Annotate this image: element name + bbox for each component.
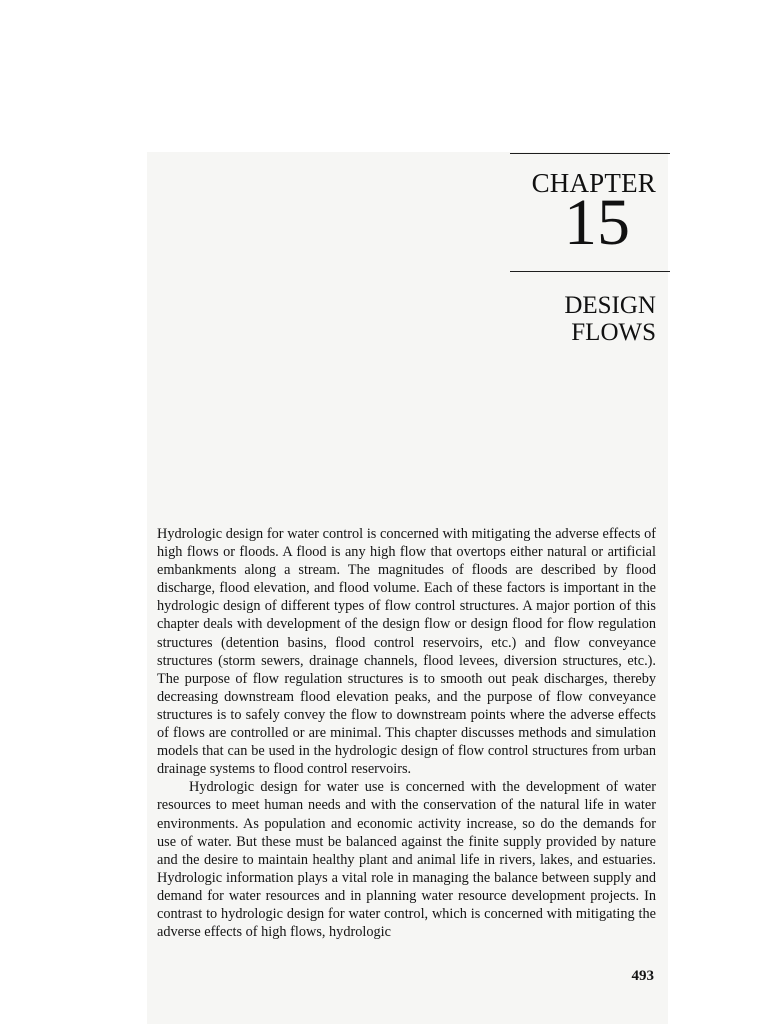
body-text (157, 525, 656, 941)
chapter-title (564, 292, 656, 346)
paragraph-2: Hydrologic design for water use is concerned with the development of water resources to meet human needs and with the conservation of the natural life in water environments. As population and economic activity increase, so do the demands for use of water. But these must be balanced against the finite supply provided by nature and the desire to maintain healthy plant and animal life in rivers, lakes, and estuaries. Hydrologic information plays a vital role in managing the balance between supply and demand for water resources and in planning water resource development projects. In contrast to hydrologic design for water control, which is concerned with mitigating the adverse effects of high flows, hydrologic (157, 779, 656, 941)
chapter-title-line-1: DESIGN (564, 292, 656, 319)
page-number: 493 (631, 968, 654, 984)
chapter-number: 15 (564, 186, 630, 259)
chapter-label: CHAPTER (531, 168, 656, 198)
paragraph-1: Hydrologic design for water control is concerned with mitigating the adverse effects of high flows or floods. A flood is any high flow that overtops either natural or artificial embankments along a stream. The magnitudes of floods are described by flood discharge, flood elevation, and flood volume. Each of these factors is important in the hydrologic design of different types of flow control structures. A major portion of this chapter deals with development of the design flow or design flood for flow regulation structures (detention basins, flood control reservoirs, etc.) and flow conveyance structures (storm sewers, drainage channels, flood levees, diversion structures, etc.). The purpose of flow regulation structures is to smooth out peak discharges, thereby decreasing downstream flood elevation peaks, and the purpose of flow conveyance structures is to safely convey the flow to downstream points where the adverse effects of flows are controlled or are minimal. This chapter discusses methods and simulation models that can be used in the hydrologic design of flow control structures from urban drainage systems to flood control reservoirs. (157, 526, 656, 778)
chapter-title-line-2: FLOWS (571, 319, 656, 346)
chapter-bottom-rule (510, 271, 670, 272)
chapter-top-rule (510, 153, 670, 154)
